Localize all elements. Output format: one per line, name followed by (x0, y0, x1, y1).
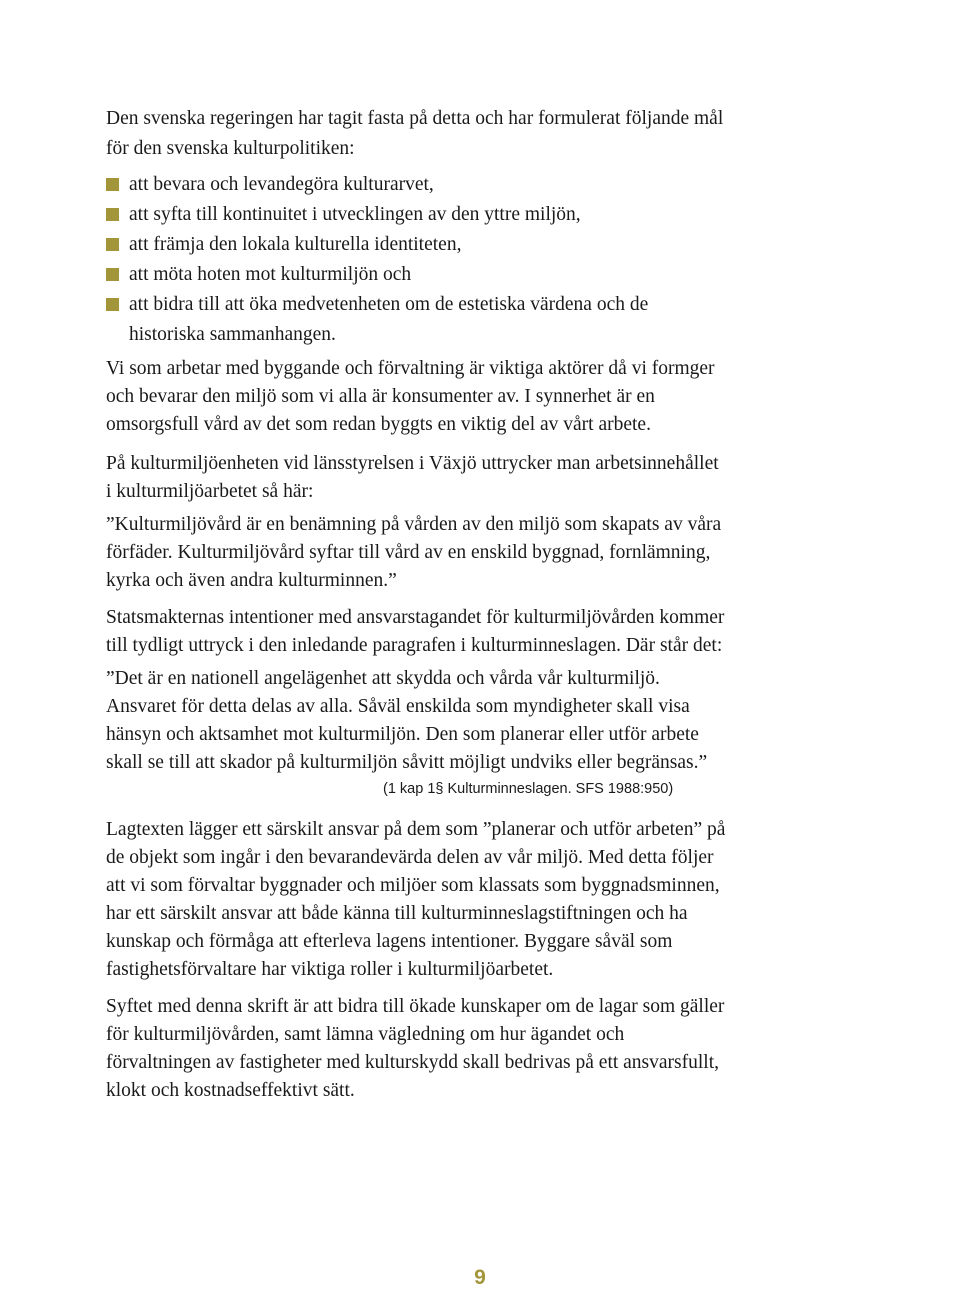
square-bullet-icon (106, 268, 119, 281)
document-body (106, 104, 726, 1105)
law-citation: (1 kap 1§ Kulturminneslagen. SFS 1988:950) (383, 781, 674, 797)
quote-kulturmiljovard: ”Kulturmiljövård är en benämning på vården av den miljö som skapats av våra förfäder. Kulturmiljövård syftar till vård av en enskild byggnad, fornlämning, kyrka och även andra kulturminnen.” (106, 514, 722, 591)
square-bullet-icon (106, 178, 119, 191)
page-number: 9 (474, 1266, 486, 1289)
square-bullet-icon (106, 208, 119, 221)
paragraph-syftet: Syftet med denna skrift är att bidra till ökade kunskaper om de lagar som gäller för kulturmiljövården, samt lämna vägledning om hur ägandet och förvaltningen av fastigheter med kulturskydd skall bedrivas på ett ansvarsfullt, klokt och kostnadseffektivt sätt. (106, 996, 725, 1101)
list-item: att bidra till att öka medvetenheten om de estetiska värdena och de historiska sammanhangen. (106, 290, 726, 350)
quote-kulturminneslagen: ”Det är en nationell angelägenhet att skydda och vårda vår kulturmiljö. Ansvaret för detta delas av alla. Såväl enskilda som myndigheter skall visa hänsyn och aktsamhet mot kulturmiljön. Den som planerar eller utför arbete skall se till att skador på kulturmiljön såvitt möjligt undviks eller begränsas.” (106, 668, 708, 773)
goals-list (106, 170, 726, 350)
list-item: att möta hoten mot kulturmiljön och (106, 260, 726, 290)
intro-paragraph: Den svenska regeringen har tagit fasta på detta och har formulerat följande mål för den svenska kulturpolitiken: (106, 108, 724, 159)
square-bullet-icon (106, 298, 119, 311)
list-item: att syfta till kontinuitet i utvecklingen av den yttre miljön, (106, 200, 726, 230)
paragraph-actors: Vi som arbetar med byggande och förvaltning är viktiga aktörer då vi formger och bevarar den miljö som vi alla är konsumenter av. I synnerhet är en omsorgsfull vård av det som redan byggts en viktig del av vårt arbete. (106, 358, 715, 435)
list-item: att främja den lokala kulturella identiteten, (106, 230, 726, 260)
square-bullet-icon (106, 238, 119, 251)
paragraph-lansstyrelsen: På kulturmiljöenheten vid länsstyrelsen i Växjö uttrycker man arbetsinnehållet i kulturmiljöarbetet så här: (106, 453, 719, 502)
paragraph-statsmakterna: Statsmakternas intentioner med ansvarstagandet för kulturmiljövården kommer till tydligt uttryck i den inledande paragrafen i kulturminneslagen. Där står det: (106, 607, 725, 656)
paragraph-lagtexten: Lagtexten lägger ett särskilt ansvar på dem som ”planerar och utför arbeten” på de objekt som ingår i den bevarandevärda delen av vår miljö. Med detta följer att vi som förvaltar byggnader och miljöer som klassats som byggnadsminnen, har ett särskilt ansvar att både känna till kulturminneslagstiftningen och ha kunskap och förmåga att efterleva lagens intentioner. Byggare såväl som fastighetsförvaltare har viktiga roller i kulturmiljöarbetet. (106, 819, 726, 980)
list-item: att bevara och levandegöra kulturarvet, (106, 170, 726, 200)
